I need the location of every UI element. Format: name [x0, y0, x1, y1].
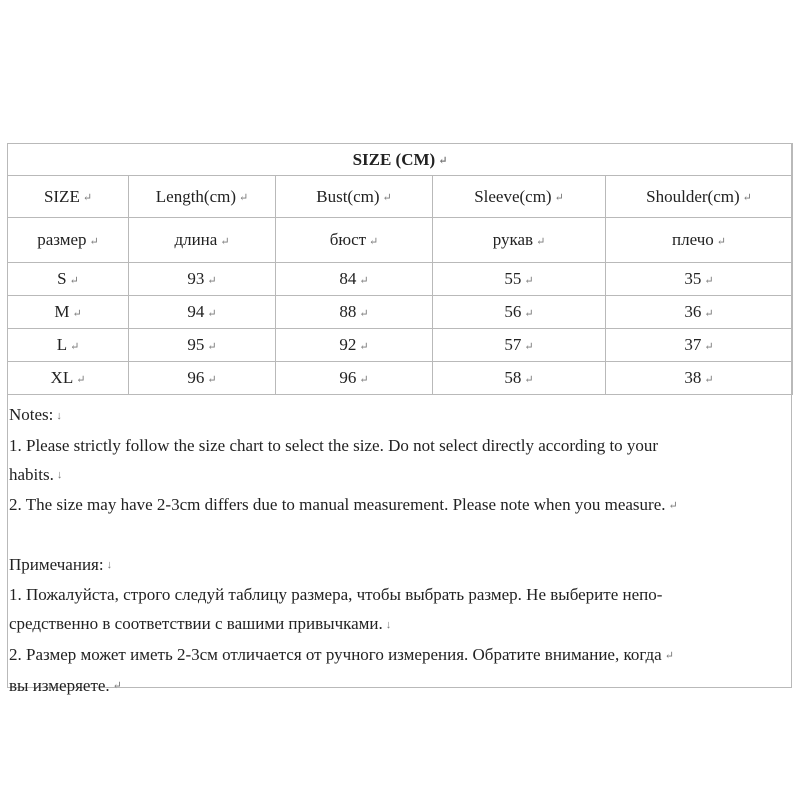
return-mark: ↵ [742, 192, 752, 205]
return-mark: ↵ [359, 373, 369, 386]
return-mark: ↵ [359, 340, 369, 353]
table-cell [276, 362, 433, 395]
return-mark: ↵ [69, 274, 79, 287]
return-mark: ↵ [664, 649, 674, 662]
cell-shoulder: 38 [684, 368, 702, 387]
cell-sleeve: 56 [504, 302, 522, 321]
note-en-1-cont [9, 460, 789, 491]
return-mark: ↵ [72, 307, 82, 320]
header-ru-size: размер [37, 230, 87, 249]
header-cell-ru [276, 218, 433, 263]
cell-sleeve: 55 [504, 269, 522, 288]
return-mark: ↵ [207, 340, 217, 353]
note-en-1-cont-text: habits. [9, 464, 54, 484]
header-row-ru [8, 218, 793, 263]
table-cell [606, 263, 793, 296]
header-bust: Bust(cm) [316, 186, 380, 206]
notes-heading-ru-text: Примечания: [9, 554, 104, 574]
header-cell-ru [606, 218, 793, 263]
notes-section [9, 400, 789, 701]
cell-sleeve: 58 [504, 368, 522, 387]
return-mark: ↵ [524, 274, 534, 287]
header-cell [606, 176, 793, 218]
table-cell [129, 362, 276, 395]
header-row [8, 176, 793, 218]
return-mark: ↵ [369, 235, 379, 248]
return-mark: ↵ [239, 192, 249, 205]
header-sleeve: Sleeve(cm) [474, 186, 552, 206]
cell-shoulder: 37 [684, 335, 702, 354]
return-mark: ↵ [524, 340, 534, 353]
cell-size: S [57, 269, 67, 288]
table-cell [8, 329, 129, 362]
header-cell [433, 176, 606, 218]
return-mark: ↵ [207, 307, 217, 320]
header-ru-length: длина [174, 230, 218, 249]
line-break-mark: ↓ [56, 409, 62, 422]
note-ru-1-cont [9, 609, 789, 640]
table-cell [433, 362, 606, 395]
note-en-2 [9, 490, 789, 521]
cell-size: XL [50, 368, 74, 387]
note-en-1 [9, 431, 789, 460]
return-mark: ↵ [438, 155, 448, 168]
return-mark: ↵ [524, 307, 534, 320]
return-mark: ↵ [359, 307, 369, 320]
header-length: Length(cm) [155, 186, 237, 206]
cell-bust: 84 [339, 269, 357, 288]
note-ru-2-cont [9, 671, 789, 702]
return-mark: ↵ [89, 235, 99, 248]
table-cell [129, 296, 276, 329]
title-row [8, 144, 793, 176]
note-en-2-text: 2. The size may have 2-3cm differs due to manual measurement. Please note when you measure. [9, 495, 666, 515]
table-cell [8, 263, 129, 296]
cell-length: 93 [187, 269, 205, 288]
header-cell-ru [8, 218, 129, 263]
header-ru-shoulder: плечо [672, 230, 714, 249]
header-ru-bust: бюст [329, 230, 367, 249]
cell-bust: 96 [339, 368, 357, 387]
line-break-mark: ↓ [56, 469, 63, 482]
return-mark: ↵ [704, 340, 714, 353]
return-mark: ↵ [554, 192, 564, 205]
header-cell [129, 176, 276, 218]
notes-heading-ru [9, 550, 789, 581]
table-row [8, 329, 793, 362]
return-mark: ↵ [704, 274, 714, 287]
cell-sleeve: 57 [504, 335, 522, 354]
table-cell [129, 263, 276, 296]
table-cell [8, 362, 129, 395]
header-cell-ru [129, 218, 276, 263]
table-cell [433, 296, 606, 329]
table-cell [606, 329, 793, 362]
table-cell [8, 296, 129, 329]
cell-shoulder: 35 [684, 269, 702, 288]
cell-length: 96 [187, 368, 205, 387]
note-ru-1 [9, 580, 789, 609]
return-mark: ↵ [382, 192, 392, 205]
header-size: SIZE [43, 186, 80, 206]
cell-size: L [56, 335, 68, 354]
return-mark: ↵ [536, 235, 546, 248]
cell-length: 95 [187, 335, 205, 354]
header-ru-sleeve: рукав [492, 230, 534, 249]
table-row [8, 296, 793, 329]
notes-heading [9, 400, 789, 431]
note-en-1-text: 1. Please strictly follow the size chart to select the size. Do not select directly according to your [9, 435, 659, 455]
table-cell [129, 329, 276, 362]
table-row [8, 263, 793, 296]
return-mark: ↵ [668, 499, 678, 512]
header-cell-ru [433, 218, 606, 263]
return-mark: ↵ [112, 680, 122, 693]
return-mark: ↵ [76, 373, 86, 386]
return-mark: ↵ [70, 340, 80, 353]
table-cell [606, 296, 793, 329]
cell-length: 94 [187, 302, 205, 321]
return-mark: ↵ [220, 235, 230, 248]
table-title-cell [8, 144, 793, 176]
header-cell [8, 176, 129, 218]
table-cell [606, 362, 793, 395]
table-cell [276, 296, 433, 329]
cell-bust: 88 [339, 302, 357, 321]
table-cell [433, 329, 606, 362]
table-cell [276, 263, 433, 296]
return-mark: ↵ [716, 235, 726, 248]
table-row [8, 362, 793, 395]
table-cell [276, 329, 433, 362]
note-ru-1-cont-text: средственно в соответствии с вашими привычками. [9, 614, 383, 634]
table-cell [433, 263, 606, 296]
notes-heading-text: Notes: [9, 405, 54, 424]
return-mark: ↵ [704, 307, 714, 320]
line-break-mark: ↓ [385, 618, 392, 631]
cell-bust: 92 [339, 335, 357, 354]
header-cell [276, 176, 433, 218]
cell-shoulder: 36 [684, 302, 702, 321]
note-ru-1-text: 1. Пожалуйста, строго следуй таблицу размера, чтобы выбрать размер. Не выберите непо- [9, 585, 663, 605]
return-mark: ↵ [207, 373, 217, 386]
return-mark: ↵ [524, 373, 534, 386]
note-ru-2-text: 2. Размер может иметь 2-3см отличается от ручного измерения. Обратите внимание, когда [9, 644, 662, 664]
header-shoulder: Shoulder(cm) [646, 186, 740, 206]
line-break-mark: ↓ [106, 559, 113, 572]
return-mark: ↵ [359, 274, 369, 287]
return-mark: ↵ [704, 373, 714, 386]
note-ru-2 [9, 640, 789, 671]
size-table [7, 143, 793, 395]
return-mark: ↵ [207, 274, 217, 287]
table-title: SIZE (CM) [352, 149, 436, 169]
return-mark: ↵ [82, 192, 93, 205]
note-ru-2-cont-text: вы измеряете. [9, 675, 110, 695]
cell-size: M [54, 302, 70, 321]
